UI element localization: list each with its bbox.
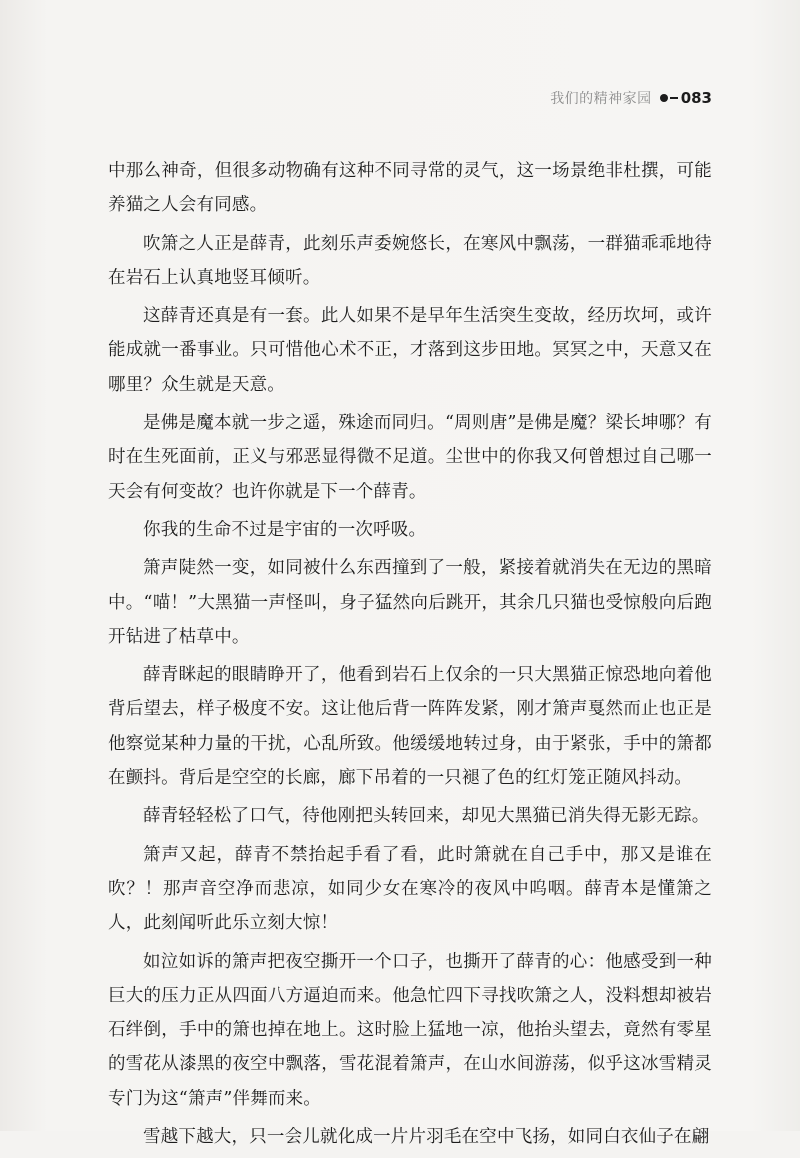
paragraph: 你我的生命不过是宇宙的一次呼吸。: [143, 519, 427, 540]
paragraph: 箫声又起，薛青不禁抬起手看了看，此时箫就在自己手中，那又是谁在吹？！那声音空净而悲凉，如同少女在寒冷的夜风中呜咽。薛青本是懂箫之人，此刻闻听此乐立刻大惊！: [108, 844, 712, 934]
paragraph: 是佛是魔本就一步之遥，殊途而同归。“周则唐”是佛是魔？梁长坤哪？有时在生死面前，正义与邪恶显得微不足道。尘世中的你我又何曾想过自己哪一天会有何变故？也许你就是下一个薛青。: [108, 413, 712, 502]
paragraph: 雪越下越大，只一会儿就化成一片片羽毛在空中飞扬，如同白衣仙子在翩: [143, 1127, 710, 1148]
paragraph: 如泣如诉的箫声把夜空撕开一个口子，也撕开了薛青的心：他感受到一种巨大的压力正从四面八方逼迫而来。他急忙四下寻找吹箫之人，没料想却被岩石绊倒，手中的箫也掉在地上。这时脸上猛地一凉，他抬头望去，竟然有零星的雪花从漆黑的夜空中飘落，雪花混着箫声，在山水间游荡，似乎这冰雪精灵专门为这“箫声”伴舞而来。: [108, 951, 712, 1109]
bullet-dot-icon: [660, 94, 668, 102]
paragraph: 中那么神奇，但很多动物确有这种不同寻常的灵气，这一场景绝非杜撰，可能养猫之人会有同感。: [108, 161, 712, 216]
page-number: 083: [680, 89, 712, 107]
paragraph: 这薛青还真是有一套。此人如果不是早年生活突生变故，经历坎坷，或许能成就一番事业。只可惜他心术不正，才落到这步田地。冥冥之中，天意又在哪里？众生就是天意。: [108, 306, 712, 395]
paragraph: 吹箫之人正是薛青，此刻乐声委婉悠长，在寒风中飘荡，一群猫乖乖地待在岩石上认真地竖耳倾听。: [108, 233, 712, 288]
body-text: [108, 154, 712, 1158]
paragraph: 薛青轻轻松了口气，待他刚把头转回来，却见大黑猫已消失得无影无踪。: [143, 806, 710, 827]
running-head: [512, 86, 712, 110]
paragraph: 薛青眯起的眼睛睁开了，他看到岩石上仅余的一只大黑猫正惊恐地向着他背后望去，样子极度不安。这让他后背一阵阵发紧，刚才箫声戛然而止也正是他察觉某种力量的干扰，心乱所致。他缓缓地转过身，由于紧张，手中的箫都在颤抖。背后是空空的长廊，廊下吊着的一只褪了色的红灯笼正随风抖动。: [108, 665, 712, 789]
dash-icon: [670, 97, 678, 99]
paragraph: 箫声陡然一变，如同被什么东西撞到了一般，紧接着就消失在无边的黑暗中。“喵！”大黑猫一声怪叫，身子猛然向后跳开，其余几只猫也受惊般向后跑开钻进了枯草中。: [108, 558, 712, 647]
book-title: 我们的精神家园: [550, 91, 652, 107]
